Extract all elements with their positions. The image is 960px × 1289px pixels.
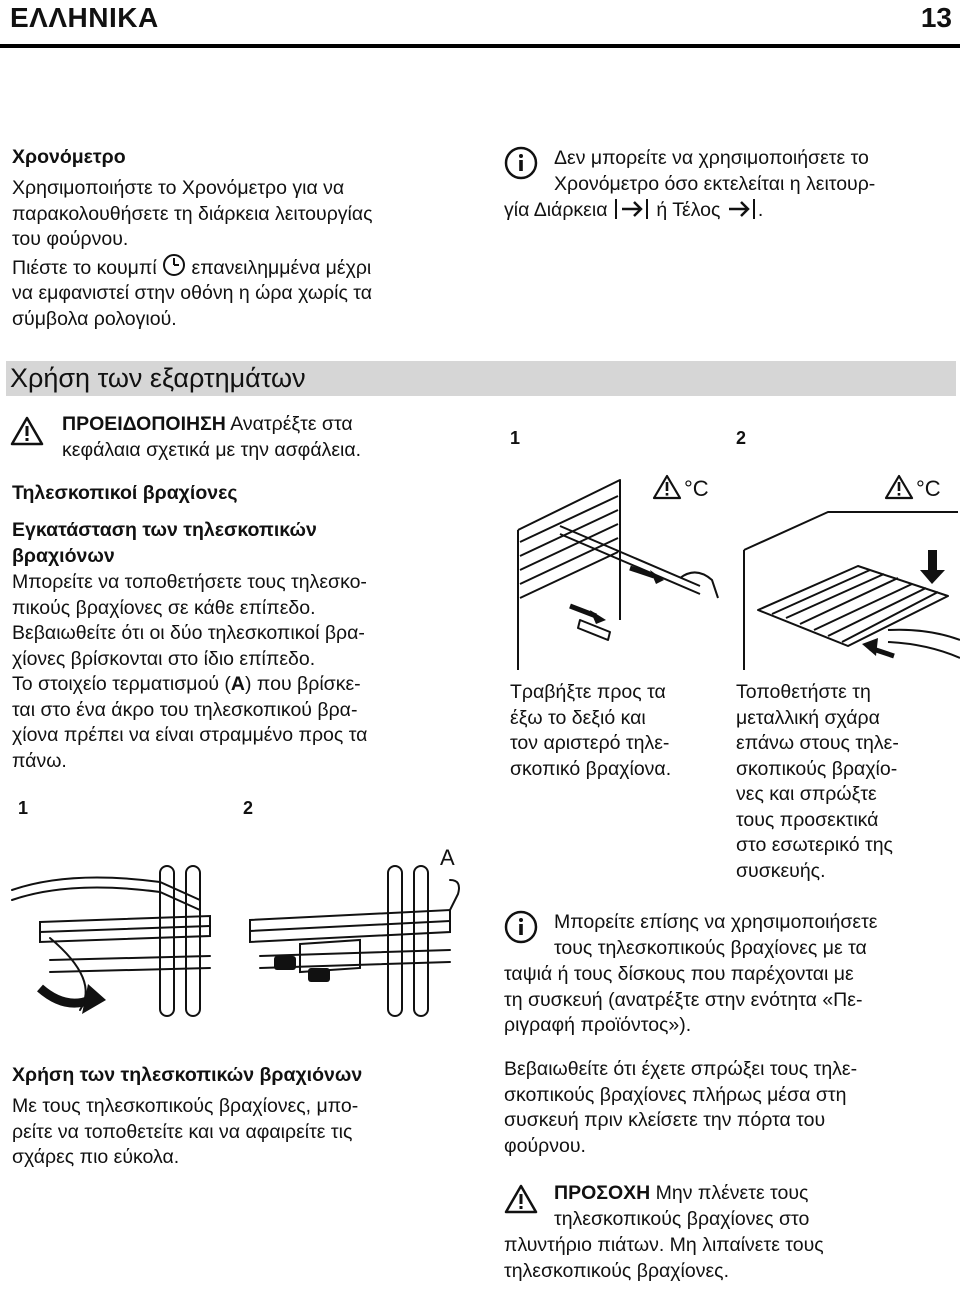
caption-line: τους προσεκτικά [736, 808, 879, 831]
timer-p2-text: επανειλημμένα μέχρι [191, 256, 372, 279]
use-line: ρείτε να τοποθετείτε και να αφαιρείτε τις [12, 1120, 353, 1143]
ensure-line: φούρνου. [504, 1134, 586, 1157]
info-dishes-body [504, 962, 954, 1039]
info-dishes-line: τη συσκευή (ανατρέξτε στην ενότητα «Πε- [504, 988, 863, 1011]
telescopic-line: ται στο ένα άκρο του τηλεσκοπικού βρα- [12, 698, 358, 721]
clock-icon [162, 253, 186, 277]
warning-line-2: κεφάλαια σχετικά με την ασφάλεια. [62, 439, 362, 461]
timer-p2-text: Πιέστε το κουμπί [12, 256, 157, 279]
timer-heading: Χρονόμετρο [12, 146, 126, 168]
place-rack-illustration [738, 510, 960, 672]
caption-line: Τοποθετήστε τη [736, 681, 871, 703]
caption-line: μεταλλική σχάρα [736, 706, 880, 729]
telescopic-line: χίονα πρέπει να είναι στραμμένο προς τα [12, 724, 368, 746]
caution-body [504, 1233, 954, 1284]
temperature-unit: °C [916, 476, 941, 501]
warning-text: Ανατρέξτε στα [230, 413, 353, 435]
telescopic-line: χίονες βρίσκονται στο ίδιο επίπεδο. [12, 647, 316, 670]
timer-p2-line [12, 253, 482, 282]
ensure-line: σκοπικούς βραχίονες πλήρως μέσα στη [504, 1083, 847, 1106]
caution-line-1 [554, 1181, 954, 1207]
info-timer-text: . [757, 199, 764, 221]
caution-line-2: τηλεσκοπικούς βραχίονες στο [554, 1208, 810, 1230]
section-title: Χρήση των εξαρτημάτων [10, 363, 306, 393]
caution-text: Μην πλένετε τους [655, 1182, 809, 1204]
install-heading-line: Εγκατάσταση των τηλεσκοπικών [12, 519, 317, 541]
pull-runners-illustration [500, 470, 725, 670]
ensure-paragraph [504, 1057, 954, 1159]
telescopic-line [12, 672, 482, 698]
hot-warning-icon [884, 474, 914, 500]
info-dishes-line: ταψιά ή τους δίσκους που παρέχονται με [504, 963, 854, 985]
end-icon [726, 198, 758, 220]
caption-line: συσκευής. [736, 859, 826, 882]
info-icon [504, 146, 538, 180]
document-language: ΕΛΛΗΝΙΚΑ [10, 2, 159, 33]
use-line: σχάρες πιο εύκολα. [12, 1146, 180, 1168]
telescopic-text: Το στοιχείο τερματισμού ( [12, 673, 231, 695]
timer-p2-line: να εμφανιστεί στην οθόνη η ώρα χωρίς τα [12, 282, 372, 304]
info-timer-text: γία Διάρκεια [504, 199, 608, 221]
fig-left-step-2: 2 [243, 798, 254, 818]
telescopic-text: ) που βρίσκε- [245, 673, 361, 695]
info-dishes-line-2: τους τηλεσκοπικούς βραχίονες με τα [554, 937, 867, 959]
telescopic-heading: Τηλεσκοπικοί βραχίονες [12, 482, 238, 504]
install-heading [12, 518, 317, 569]
header-rule [0, 44, 960, 48]
temperature-unit: °C [684, 476, 709, 501]
timer-p1-line: παρακολουθήσετε τη διάρκεια λειτουργίας [12, 202, 373, 225]
telescopic-line: πικούς βραχίονες σε κάθε επίπεδο. [12, 596, 316, 619]
caution-label: ΠΡΟΣΟΧΗ [554, 1182, 651, 1204]
duration-icon [613, 198, 651, 220]
use-body [12, 1094, 482, 1171]
caption-line: σκοπικό βραχίονα. [510, 757, 672, 780]
ensure-line: Βεβαιωθείτε ότι έχετε σπρώξει τους τηλε- [504, 1058, 858, 1080]
caption-line: έξω το δεξιό και [510, 706, 646, 729]
telescopic-body [12, 570, 482, 774]
timer-paragraph-1 [12, 176, 482, 332]
timer-p1-line: του φούρνου. [12, 228, 129, 250]
runner-install-illustration [10, 860, 460, 1040]
info-timer-line-1: Δεν μπορείτε να χρησιμοποιήσετε το [554, 147, 869, 169]
telescopic-line: πάνω. [12, 749, 67, 772]
timer-p1-line: Χρησιμοποιήστε το Χρονόμετρο για να [12, 177, 345, 199]
fig-right-caption-1 [510, 680, 725, 782]
info-dishes-line: ριγραφή προϊόντος»). [504, 1014, 692, 1036]
caption-line: στο εσωτερικό της [736, 834, 893, 856]
use-heading: Χρήση των τηλεσκοπικών βραχιόνων [12, 1064, 363, 1086]
info-dishes-line-1: Μπορείτε επίσης να χρησιμοποιήσετε [554, 911, 878, 933]
caption-line: επάνω στους τηλε- [736, 732, 899, 754]
info-icon [504, 910, 538, 944]
telescopic-line: Μπορείτε να τοποθετήσετε τους τηλεσκο- [12, 571, 367, 593]
info-timer-line-2: Χρονόμετρο όσο εκτελείται η λειτουρ- [554, 173, 876, 195]
use-line: Με τους τηλεσκοπικούς βραχίονες, μπο- [12, 1095, 359, 1117]
warning-icon [10, 416, 44, 446]
caption-line: Τραβήξτε προς τα [510, 681, 666, 703]
label-a-inline: A [230, 673, 246, 695]
page-number: 13 [920, 2, 952, 33]
timer-p2-line: σύμβολα ρολογιού. [12, 307, 177, 330]
warning-label: ΠΡΟΕΙΔΟΠΟΙΗΣΗ [62, 413, 226, 435]
caption-line: τον αριστερό τηλε- [510, 732, 670, 754]
fig-right-caption-2 [736, 680, 951, 884]
fig-left-step-1: 1 [18, 798, 29, 818]
caution-line: τηλεσκοπικούς βραχίονες. [504, 1259, 729, 1282]
caution-line: πλυντήριο πιάτων. Μη λιπαίνετε τους [504, 1234, 824, 1256]
info-timer-line-3 [504, 198, 954, 224]
caution-icon [504, 1184, 538, 1214]
ensure-line: συσκευή πριν κλείσετε την πόρτα του [504, 1109, 826, 1131]
telescopic-line: Βεβαιωθείτε ότι οι δύο τηλεσκοπικοί βρα- [12, 622, 365, 644]
fig-right-step-1: 1 [510, 428, 521, 448]
install-heading-line: βραχιόνων [12, 544, 115, 567]
warning-line-1 [62, 412, 482, 438]
fig-left-label-a: A [440, 845, 455, 870]
caption-line: σκοπικούς βραχίο- [736, 757, 898, 780]
info-timer-text: ή Τέλος [656, 199, 721, 221]
fig-right-step-2: 2 [736, 428, 747, 448]
caption-line: νες και σπρώξτε [736, 783, 877, 805]
